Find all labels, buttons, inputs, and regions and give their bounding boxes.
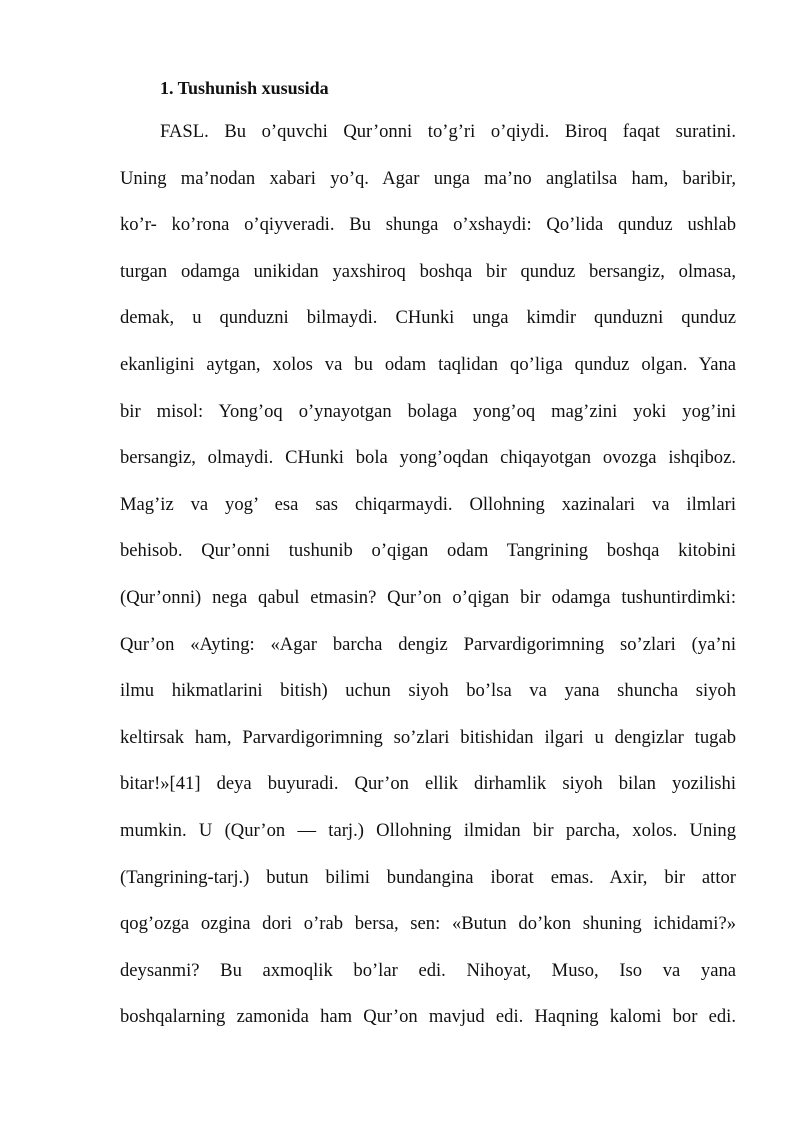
paragraph-line: bir misol: Yong’oq o’ynayotgan bolaga yong’oq mag’zini yoki yog’ini [120, 400, 736, 422]
paragraph-line: deysanmi? Bu axmoqlik bo’lar edi. Nihoyat, Muso, Iso va yana [120, 959, 736, 981]
paragraph-line: ko’r- ko’rona o’qiyveradi. Bu shunga o’xshaydi: Qo’lida qunduz ushlab [120, 214, 736, 236]
paragraph-line: boshqalarning zamonida ham Qur’on mavjud edi. Haqning kalomi bor edi. [120, 1006, 736, 1028]
paragraph-line: Uning ma’nodan xabari yo’q. Agar unga ma’no anglatilsa ham, baribir, [120, 167, 736, 189]
paragraph-line: ilmu hikmatlarini bitish) uchun siyoh bo’lsa va yana shuncha siyoh [120, 680, 736, 702]
paragraph-line: (Qur’onni) nega qabul etmasin? Qur’on o’qigan bir odamga tushuntirdimki: [120, 586, 736, 608]
paragraph-line: mumkin. U (Qur’on — tarj.) Ollohning ilmidan bir parcha, xolos. Uning [120, 819, 736, 841]
paragraph-line: qog’ozga ozgina dori o’rab bersa, sen: «Butun do’kon shuning ichidami?» [120, 913, 736, 935]
paragraph-line: demak, u qunduzni bilmaydi. CHunki unga kimdir qunduzni qunduz [120, 307, 736, 329]
paragraph-line: Mag’iz va yog’ esa sas chiqarmaydi. Ollohning xazinalari va ilmlari [120, 493, 736, 515]
section-heading: 1. Tushunish xususida [160, 78, 329, 98]
paragraph-line: ekanligini aytgan, xolos va bu odam taqlidan qo’liga qunduz olgan. Yana [120, 353, 736, 375]
paragraph-line: keltirsak ham, Parvardigorimning so’zlari bitishidan ilgari u dengizlar tugab [120, 726, 736, 748]
paragraph-line: FASL. Bu o’quvchi Qur’onni to’g’ri o’qiydi. Biroq faqat suratini. [160, 121, 736, 142]
paragraph-line: bersangiz, olmaydi. CHunki bola yong’oqdan chiqayotgan ovozga ishqiboz. [120, 447, 736, 469]
body-paragraph [120, 120, 736, 1052]
paragraph-line: behisob. Qur’onni tushunib o’qigan odam Tangrining boshqa kitobini [120, 540, 736, 562]
paragraph-line: bitar!»[41] deya buyuradi. Qur’on ellik dirhamlik siyoh bilan yozilishi [120, 773, 736, 795]
paragraph-line: (Tangrining-tarj.) butun bilimi bundangina iborat emas. Axir, bir attor [120, 866, 736, 888]
paragraph-line: Qur’on «Ayting: «Agar barcha dengiz Parvardigorimning so’zlari (ya’ni [120, 633, 736, 655]
paragraph-line: turgan odamga unikidan yaxshiroq boshqa bir qunduz bersangiz, olmasa, [120, 260, 736, 282]
